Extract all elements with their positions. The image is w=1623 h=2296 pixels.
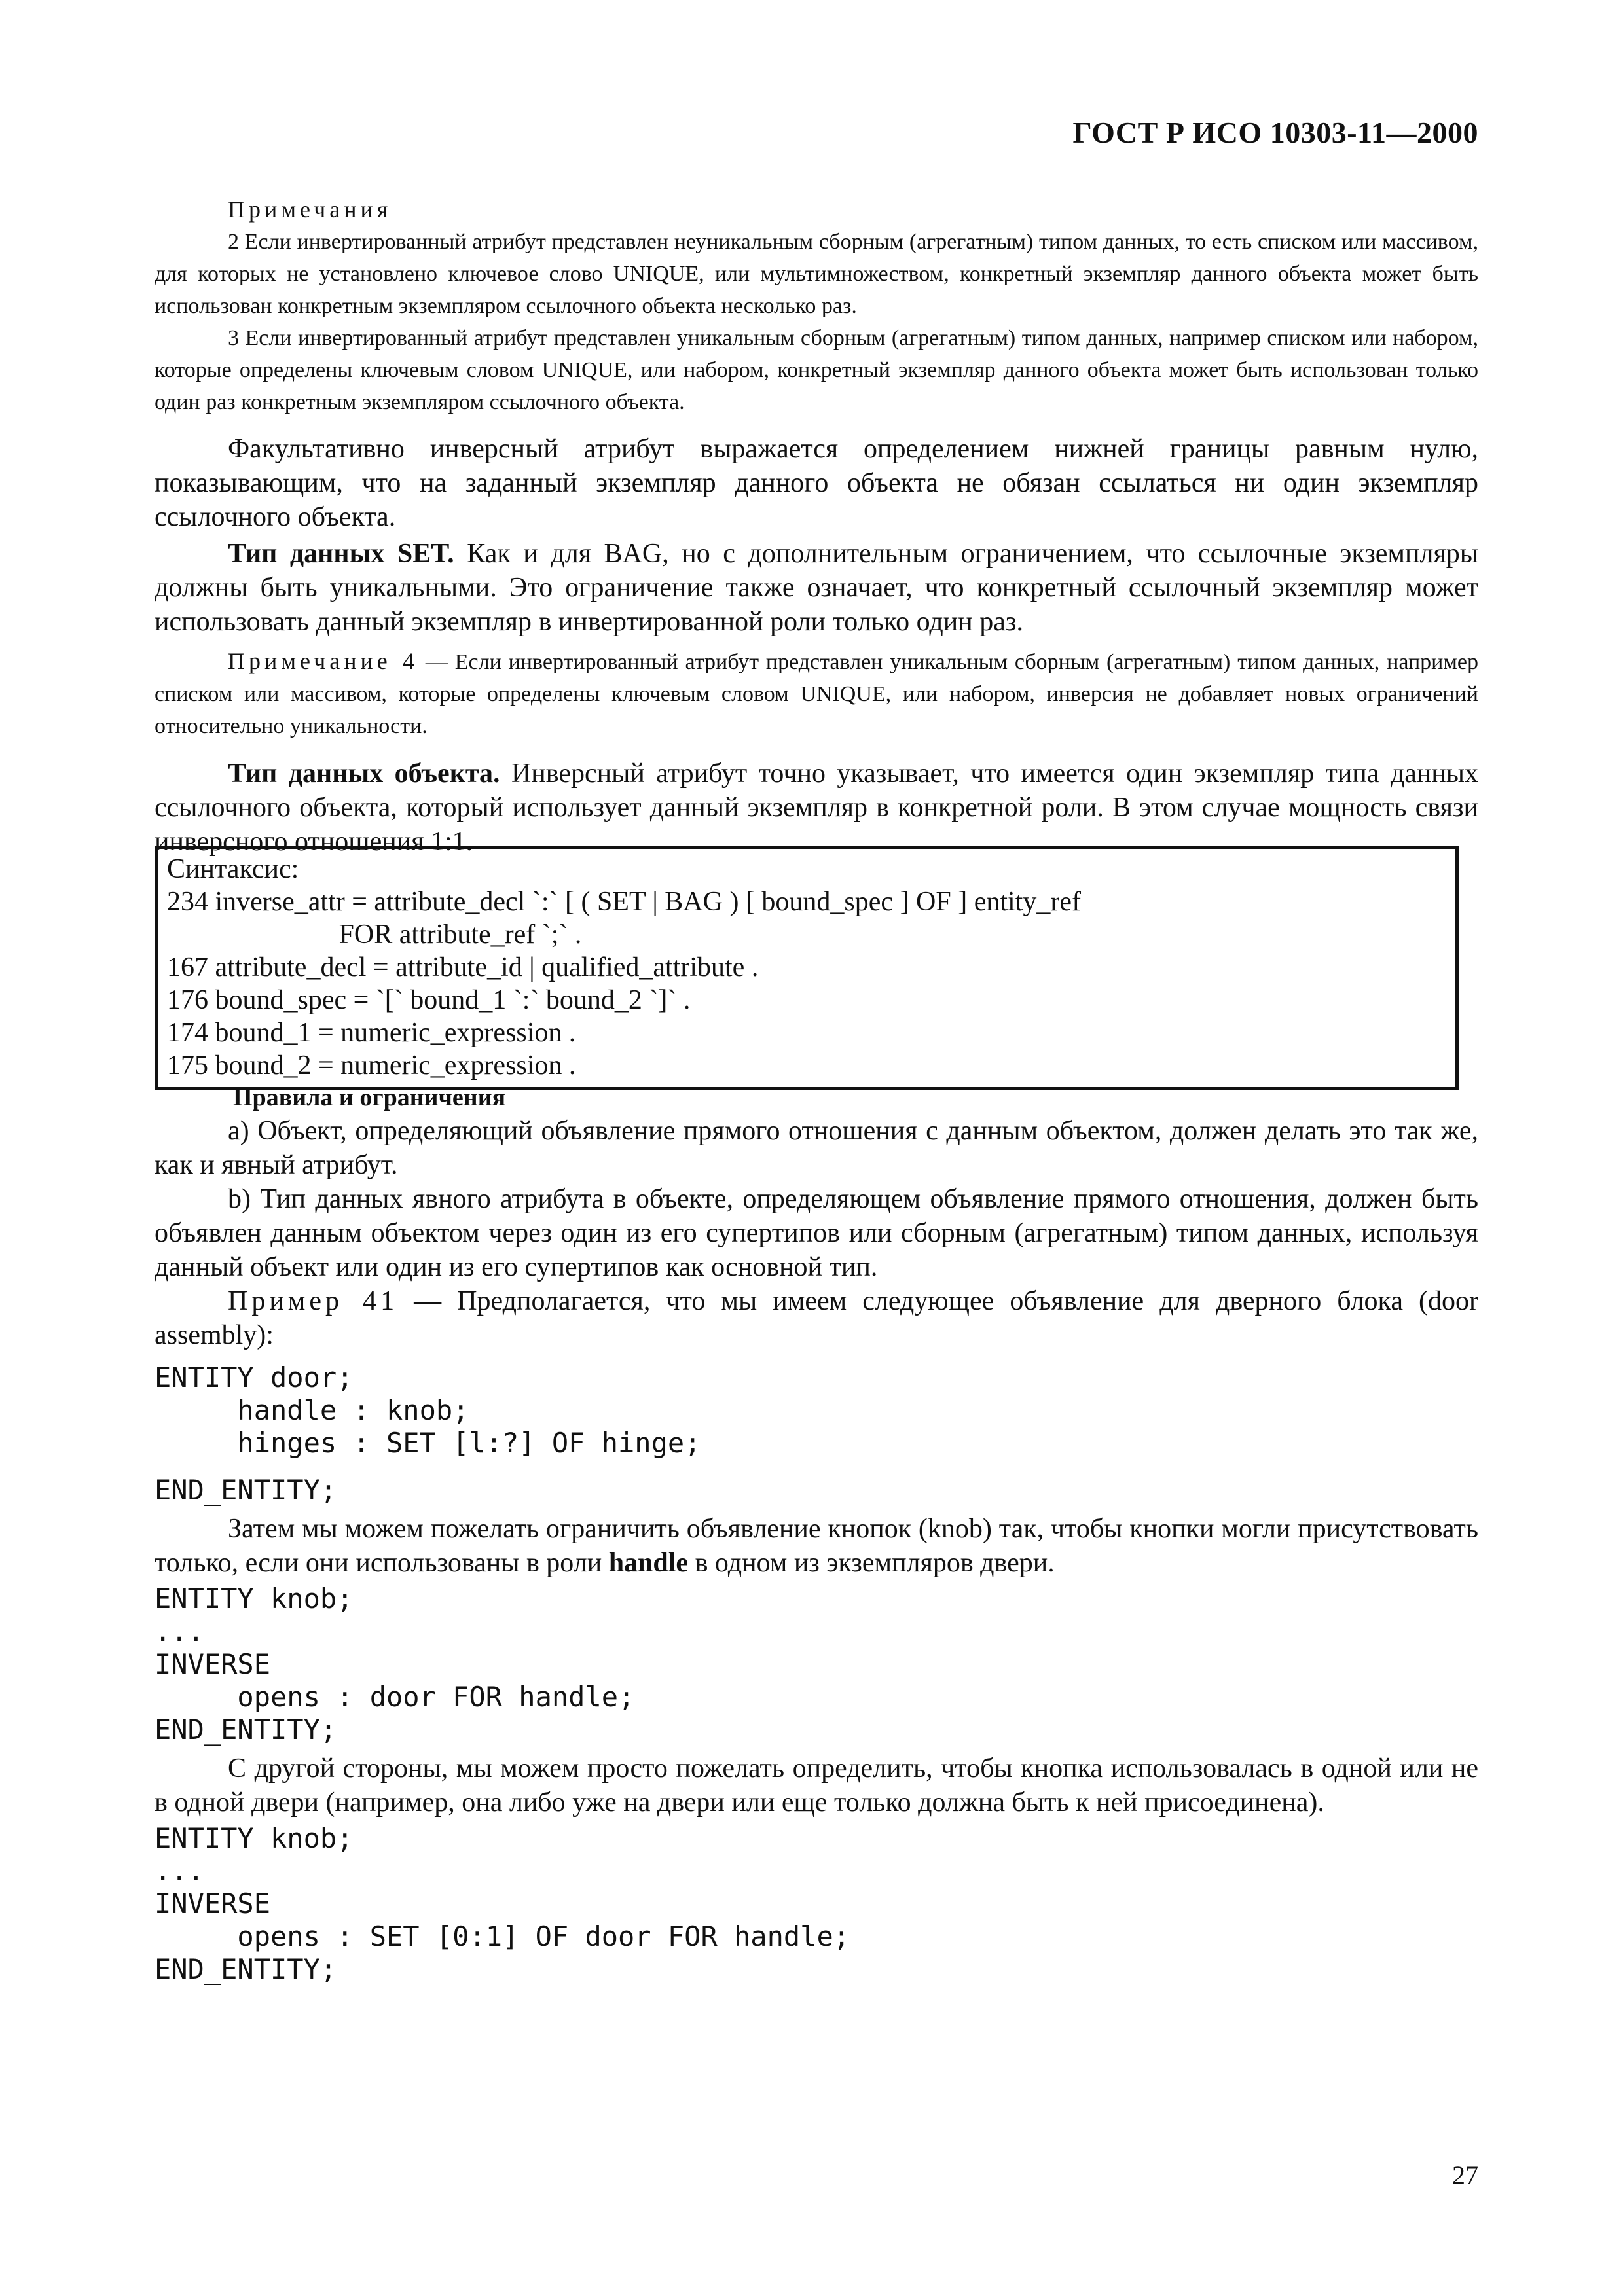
rules-block	[155, 1081, 1478, 1352]
note-3: 3 Если инвертированный атрибут представлен уникальным сборным (агрегатным) типом данных, например списком или набором, которые определены ключевым словом UNIQUE, или набором, конкретный экземпляр данного объекта может быть использован только один раз конкретным экземпляром ссылочного объекта.	[155, 326, 1478, 414]
notes-block	[155, 194, 1478, 418]
syntax-line-234: 234 inverse_attr = attribute_decl `:` [ ( SET | BAG ) [ bound_spec ] OF ] entity_ref	[167, 887, 1081, 917]
syntax-line-174: 174 bound_1 = numeric_expression .	[167, 1018, 576, 1048]
note-4-text: — Если инвертированный атрибут представлен уникальным сборным (агрегатным) типом данных, например списком или массивом, которые определены ключевым словом UNIQUE, или набором, инверсия не добавляет новых ограничений относительно уникальности.	[155, 650, 1478, 738]
syntax-line-176: 176 bound_spec = `[` bound_1 `:` bound_2 `]` .	[167, 985, 691, 1015]
code-entity-door: ENTITY door; handle : knob; hinges : SET [l:?] OF hinge;	[155, 1361, 701, 1459]
paragraph-set	[155, 537, 1478, 639]
paragraph-other-hand: С другой стороны, мы можем просто пожелать определить, чтобы кнопка использовалась в одной или не в одной двери (например, она либо уже на двери или еще только должна быть к ней присоединена).	[155, 1753, 1478, 1818]
term-set: Тип данных SET.	[228, 539, 454, 569]
example-41-label: Пример 41	[228, 1286, 399, 1316]
code-entity-knob: ENTITY knob; ... INVERSE opens : door FOR handle; END_ENTITY;	[155, 1583, 635, 1746]
paragraph-knob-text-b: в одном из экземпляров двери.	[688, 1548, 1055, 1578]
syntax-title: Синтаксис:	[167, 854, 299, 884]
note-4	[155, 645, 1478, 742]
paragraph-knob-text-a: Затем мы можем пожелать ограничить объявление кнопок (knob) так, чтобы кнопки могли присутствовать только, если они использованы в роли	[155, 1514, 1478, 1578]
paragraph-knob	[155, 1512, 1478, 1580]
paragraph-entity-text: Инверсный атрибут точно указывает, что имеется один экземпляр типа данных ссылочного объекта, который использует данный экземпляр в конкретной роли. В этом случае мощность связи инверсного отношения 1:1.	[155, 759, 1479, 857]
syntax-line-167: 167 attribute_decl = attribute_id | qualified_attribute .	[167, 952, 759, 982]
syntax-box	[155, 846, 1459, 1090]
main-text	[155, 432, 1478, 859]
paragraph-set-text: Как и для BAG, но с дополнительным ограничением, что ссылочные экземпляры должны быть уникальными. Это ограничение также означает, что конкретный ссылочный экземпляр может использовать данный экземпляр в инвертированной роли только один раз.	[155, 539, 1478, 637]
document-header: ГОСТ Р ИСО 10303-11—2000	[1072, 116, 1478, 149]
example-41-text: — Предполагается, что мы имеем следующее объявление для дверного блока (door assembly):	[155, 1286, 1478, 1350]
rule-a: a) Объект, определяющий объявление прямого отношения с данным объектом, должен делать это так же, как и явный атрибут.	[155, 1116, 1478, 1180]
term-entity: Тип данных объекта.	[228, 759, 500, 789]
paragraph-optional: Факультативно инверсный атрибут выражается определением нижней границы равным нулю, показывающим, что на заданный экземпляр данного объекта не обязан ссылаться ни один экземпляр ссылочного объекта.	[155, 434, 1478, 532]
notes-heading: Примечания	[228, 196, 392, 223]
code-entity-knob-set: ENTITY knob; ... INVERSE opens : SET [0:1] OF door FOR handle; END_ENTITY;	[155, 1822, 850, 1985]
rule-b: b) Тип данных явного атрибута в объекте, определяющем объявление прямого отношения, должен быть объявлен данным объектом через один из его супертипов или сборным (агрегатным) типом данных, используя данный объект или один из его супертипов как основной тип.	[155, 1184, 1478, 1282]
code-entity-door-end: END_ENTITY;	[155, 1474, 337, 1506]
example-code	[155, 1361, 1478, 1986]
syntax-line-175: 175 bound_2 = numeric_expression .	[167, 1050, 576, 1081]
syntax-line-234-cont: FOR attribute_ref `;` .	[167, 920, 582, 950]
note-4-label: Примечание 4	[228, 648, 419, 674]
note-2: 2 Если инвертированный атрибут представлен неуникальным сборным (агрегатным) типом данных, то есть списком или массивом, для которых не установлено ключевое слово UNIQUE, или мультимножеством, конкретный экземпляр данного объекта может быть использован конкретным экземпляром ссылочного объекта несколько раз.	[155, 230, 1478, 318]
rules-heading: Правила и ограничения	[233, 1084, 506, 1111]
page-number: 27	[1452, 2161, 1478, 2190]
term-handle: handle	[608, 1548, 689, 1578]
paragraph-entity	[155, 757, 1478, 859]
example-41	[155, 1284, 1478, 1352]
